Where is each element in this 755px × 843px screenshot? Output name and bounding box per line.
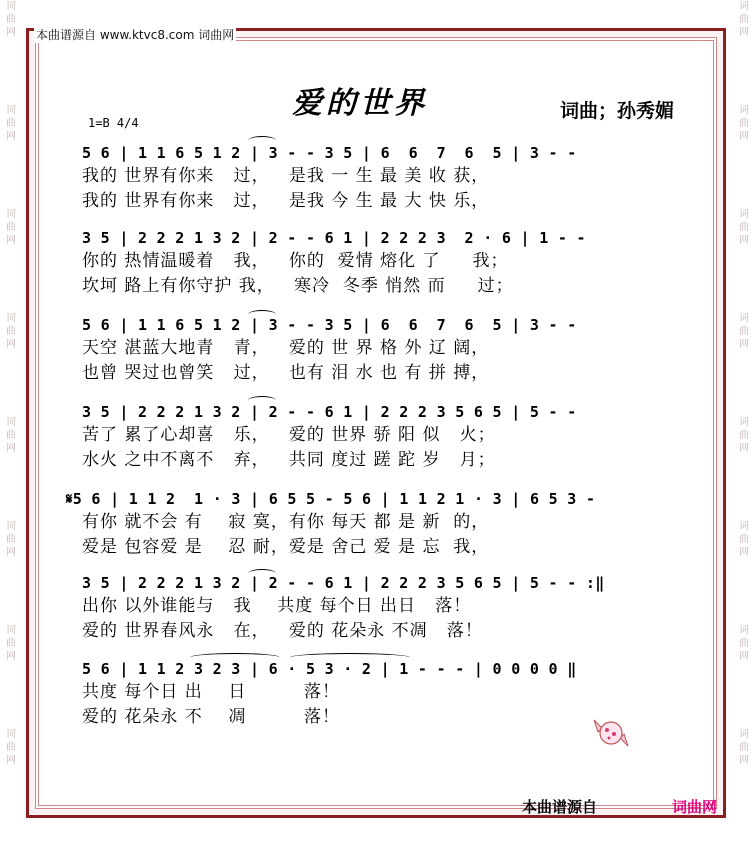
slur-mark [248, 396, 276, 405]
score-system [82, 314, 682, 386]
notation-line: 3 5 | 2 2 2 1 3 2 | 2 - - 6 1 | 2 2 2 3 5 6 5 | 5 - - [82, 403, 577, 421]
lyric-line: 爱的 世界春风永 在， 爱的 花朵永 不凋 落！ [82, 621, 483, 641]
source-watermark: 本曲谱源自 www.ktvc8.com 词曲网 [36, 28, 235, 42]
candy-icon [590, 712, 632, 754]
lyric-line: 出你 以外谁能与 我 共度 每个日 出日 落！ [82, 596, 472, 616]
notation-line: 𝄋5 6 | 1 1 2 1 · 3 | 6 5 5 - 5 6 | 1 1 2 1 · 3 | 6 5 3 - [66, 490, 596, 508]
slur-mark [190, 653, 280, 662]
score-system [82, 227, 682, 299]
notation-line: 5 6 | 1 1 6 5 1 2 | 3 - - 3 5 | 6 6 7 6 5 | 3 - - [82, 316, 577, 334]
key-signature: 1=B 4/4 [88, 116, 139, 130]
score-system [82, 401, 682, 473]
slur-mark [248, 136, 276, 145]
lyric-line: 你的 热情温暖着 我， 你的 爱情 熔化 了 我； [82, 251, 509, 271]
song-title: 爱的世界 [292, 86, 428, 121]
footer-source-label: 本曲谱源自 [522, 798, 598, 816]
footer-site-link[interactable]: 词曲网 [672, 798, 718, 816]
lyric-line: 也曾 哭过也曾笑 过， 也有 泪 水 也 有 拼 搏， [82, 363, 490, 383]
lyric-line: 苦了 累了心却喜 乐， 爱的 世界 骄 阳 似 火； [82, 425, 496, 445]
notation-line: 5 6 | 1 1 2 3 2 3 | 6 · 5 3 · 2 | 1 - - - | 0 0 0 0 ‖ [82, 660, 577, 678]
lyric-line: 爱是 包容爱 是 忍 耐，爱是 舍己 爱 是 忘 我， [82, 537, 490, 557]
score-system [82, 572, 682, 644]
score-system [66, 488, 666, 560]
lyric-line: 我的 世界有你来 过， 是我 今 生 最 大 快 乐， [82, 191, 490, 211]
score-system [82, 142, 682, 214]
lyric-line: 我的 世界有你来 过， 是我 一 生 最 美 收 获， [82, 166, 490, 186]
lyric-line: 水火 之中不离不 弃， 共同 度过 蹉 跎 岁 月； [82, 450, 496, 470]
notation-line: 3 5 | 2 2 2 1 3 2 | 2 - - 6 1 | 2 2 2 3 2 · 6 | 1 - - [82, 229, 586, 247]
slur-mark [248, 569, 276, 578]
side-watermark-left: 词 曲 网 词 曲 网 词 曲 网 词 曲 网 词 曲 网 词 曲 网 词 曲 网 词 曲 网 [6, 1, 16, 766]
lyric-line: 爱的 花朵永 不 凋 落！ [82, 707, 341, 727]
song-credit: 词曲；孙秀媚 [560, 100, 675, 122]
slur-mark [248, 310, 276, 319]
lyric-line: 共度 每个日 出 日 落！ [82, 682, 341, 702]
lyric-line: 坎坷 路上有你守护 我， 寒冷 冬季 悄然 而 过； [82, 276, 514, 296]
lyric-line: 天空 湛蓝大地青 青， 爱的 世 界 格 外 辽 阔， [82, 338, 490, 358]
notation-line: 3 5 | 2 2 2 1 3 2 | 2 - - 6 1 | 2 2 2 3 5 6 5 | 5 - - :‖ [82, 574, 605, 592]
slur-mark [290, 653, 410, 662]
lyric-line: 有你 就不会 有 寂 寞，有你 每天 都 是 新 的， [82, 512, 490, 532]
side-watermark-right: 词 曲 网 词 曲 网 词 曲 网 词 曲 网 词 曲 网 词 曲 网 词 曲 网 词 曲 网 [739, 1, 749, 766]
notation-line: 5 6 | 1 1 6 5 1 2 | 3 - - 3 5 | 6 6 7 6 5 | 3 - - [82, 144, 577, 162]
